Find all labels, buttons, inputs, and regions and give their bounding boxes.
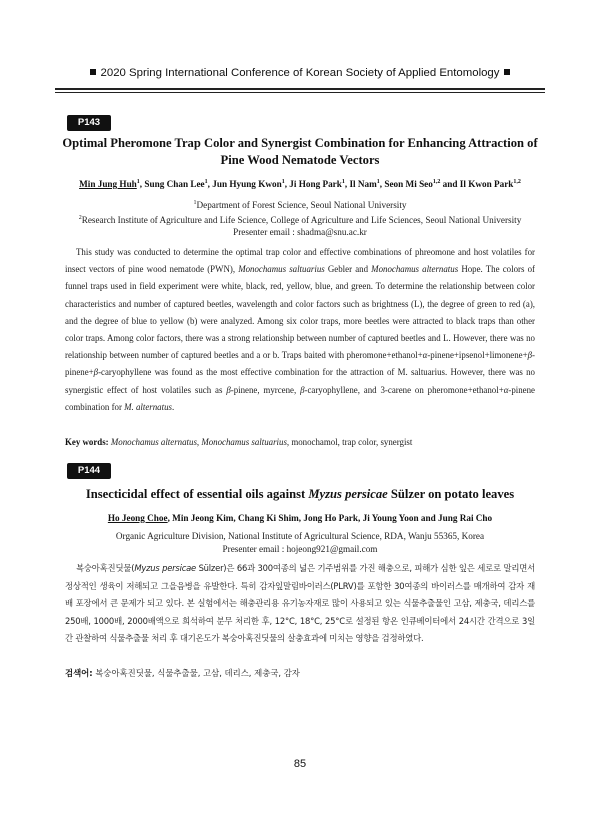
author-name: Ho Jeong Choe bbox=[107, 513, 168, 523]
author-list-p144 bbox=[55, 513, 545, 523]
conference-header-text: 2020 Spring International Conference of Korean Society of Applied Entomology bbox=[100, 67, 500, 79]
author-name: Il Kwon Park bbox=[459, 179, 514, 190]
keywords-list bbox=[93, 668, 300, 678]
abstract-text: -pinene+ipsenol+limonene+ bbox=[427, 350, 528, 361]
affiliation-text: Department of Forest Science, Seoul National University bbox=[196, 200, 407, 211]
author-name: Il Nam bbox=[349, 179, 377, 190]
author-name: Ji Hong Park bbox=[289, 179, 342, 190]
abstract-text: M. alternatus bbox=[124, 401, 172, 412]
abstract-text: -pinene, myrcene, bbox=[230, 384, 301, 395]
abstract-text: α bbox=[422, 350, 428, 361]
author-name: Ji Young Yoon bbox=[362, 513, 419, 523]
author-name: Jun Hyung Kwon bbox=[212, 179, 282, 190]
author-affiliation-mark: 1 bbox=[204, 179, 208, 185]
abstract-text: Hope. The colors of funnel traps used in field experiment were white, black, red, yellow, blue, and green. To determine the relationship between color characteristics and number of captured beetles, wavelength and color factors such as brightness (L), the degree of green to red (a), and the degree of blue to yellow (b) were analyzed. Among six color traps, more beetles were attracted to black traps than other color traps. Among color factors, there was a strong relationship between number of captured beetles and L. However, there was no relationship between number of captured beetles and a or b. Traps baited with pheromone+ethanol+ bbox=[65, 264, 535, 361]
abstract-text: Monochamus alternatus bbox=[371, 264, 459, 275]
abstract-body-p144 bbox=[65, 560, 535, 648]
abstract-text: β bbox=[527, 350, 533, 361]
abstract-tag-p144: P144 bbox=[67, 463, 111, 479]
square-bullet-icon bbox=[504, 69, 510, 75]
abstract-text: β bbox=[93, 367, 99, 378]
affiliation-text: Research Institute of Agriculture and Life Science, College of Agriculture and Life Sciences, Seoul National University bbox=[81, 214, 522, 225]
keyword-text: Monochamus saltuarius, bbox=[201, 437, 290, 447]
square-bullet-icon bbox=[90, 69, 96, 75]
author-separator: , bbox=[207, 179, 213, 190]
keyword-text: Monochamus alternatus bbox=[110, 437, 197, 447]
author-separator: , bbox=[358, 513, 363, 523]
keyword-text: , bbox=[196, 437, 202, 447]
author-name: Chang Ki Shim bbox=[238, 513, 299, 523]
abstract-body-p143 bbox=[65, 244, 535, 416]
affiliations-p143 bbox=[55, 197, 545, 239]
author-separator: , bbox=[379, 179, 385, 190]
abstract-text: Monochamus saltuarius bbox=[238, 264, 325, 275]
author-separator: , bbox=[298, 513, 304, 523]
affiliation-mark: 2 bbox=[78, 214, 82, 221]
keywords-p144 bbox=[65, 667, 535, 679]
page-number: 85 bbox=[293, 758, 307, 770]
author-name: Sung Chan Lee bbox=[144, 179, 205, 190]
affiliation-line: Organic Agriculture Division, National Institute of Agricultural Science, RDA, Wanju 55365, Korea bbox=[115, 531, 485, 541]
author-affiliation-mark: 1 bbox=[341, 179, 345, 185]
keyword-text: monochamol, trap color, synergist bbox=[289, 437, 413, 447]
keyword-text: 복숭아혹진딧물, 식물추출물, 고삼, 데리스, 제충국, 감자 bbox=[92, 668, 300, 678]
title-text: Insecticidal effect of essential oils against bbox=[85, 487, 309, 501]
abstract-text: Sülzer)은 66과 300여종의 넓은 기주범위를 가진 해충으로, 피해가 심한 잎은 세로로 말리면서 정상적인 생육이 저해되고 그을음병을 유발한다. 특히 감자잎말림바이러스(PLRV)를 포함한 30여종의 바이러스를 매개하여 감자 재배 포장에서 큰 문제가 되고 있다. 본 실험에서는 해충관리용 유기농자재로 많이 사용되고 있는 식물추출물인 고삼, 제충국, 데리스를 250배, 1000배, 2000배액으로 희석하여 분무 처리한 후, 12°C, 18°C, 25°C로 설정된 항온 인큐베이터에서 24시간 간격으로 3일간 관찰하여 식물추출물 처리 후 대기온도가 복숭아혹진딧물의 살충효과에 미치는 영향을 검정하였다. bbox=[65, 563, 536, 644]
affiliations-p144 bbox=[55, 530, 545, 555]
affiliation-lines bbox=[55, 197, 545, 226]
abstract-text: Myzus persicae bbox=[134, 563, 197, 573]
author-separator: , bbox=[344, 179, 350, 190]
author-affiliation-mark: 1 bbox=[376, 179, 380, 185]
header-rule-thin bbox=[55, 92, 545, 93]
abstract-text: 복숭아혹진딧물( bbox=[76, 563, 135, 573]
abstract-text: α bbox=[503, 384, 509, 395]
author-separator: , bbox=[139, 179, 145, 190]
author-affiliation-mark: 1,2 bbox=[513, 179, 521, 185]
author-affiliation-mark: 1 bbox=[136, 179, 140, 185]
author-separator: , bbox=[284, 179, 290, 190]
abstract-title-p143: Optimal Pheromone Trap Color and Synergist Combination for Enhancing Attraction of Pine Wood Nematode Vectors bbox=[62, 136, 538, 167]
author-name: Seon Mi Seo bbox=[384, 179, 433, 190]
presenter-email: Presenter email : shadma@snu.ac.kr bbox=[233, 227, 367, 238]
author-affiliation-mark: 1,2 bbox=[432, 179, 441, 185]
abstract-text: -pinene combination for bbox=[65, 384, 535, 412]
author-name: Min Jung Huh bbox=[79, 179, 137, 190]
affiliation-mark: 1 bbox=[193, 200, 197, 206]
abstract-text: -caryophyllene, and 3-carene on pheromone+ethanol+ bbox=[304, 384, 504, 395]
abstract-text: This study was conducted to determine the optimal trap color and effective combinations of phreomone and host volatiles for insect vectors of pine wood nematode (PWN), bbox=[65, 247, 535, 275]
author-list-p143 bbox=[55, 179, 545, 189]
abstract-text: . bbox=[171, 401, 175, 412]
author-separator: , bbox=[233, 513, 239, 523]
title-text: Sülzer on potato leaves bbox=[387, 487, 515, 501]
author-separator: , bbox=[167, 513, 173, 523]
presenter-email: Presenter email : hojeong921@gmail.com bbox=[222, 543, 378, 554]
author-name: Jung Rai Cho bbox=[438, 513, 493, 523]
keywords-label: 검색어: bbox=[65, 668, 93, 678]
header-rule-thick bbox=[55, 88, 545, 90]
affiliation-line bbox=[55, 212, 545, 227]
author-separator: and bbox=[440, 179, 460, 190]
author-name: Jong Ho Park bbox=[303, 513, 358, 523]
author-name: Min Jeong Kim bbox=[172, 513, 234, 523]
keywords-label: Key words: bbox=[65, 437, 109, 447]
author-separator: and bbox=[418, 513, 439, 523]
conference-header bbox=[55, 67, 545, 79]
keywords-list bbox=[111, 437, 412, 447]
keywords-p143 bbox=[65, 437, 535, 447]
abstract-tag-p143: P143 bbox=[67, 115, 111, 131]
title-text: Myzus persicae bbox=[308, 487, 388, 501]
abstract-text: -caryophyllene was found as the most effective combination for the attraction of M. saltuarius. However, there was no synergistic effect of host volatiles such as bbox=[65, 367, 535, 395]
abstract-text: -pinene+ bbox=[65, 350, 535, 378]
abstract-title-p144 bbox=[60, 486, 540, 503]
abstract-text: Gebler and bbox=[324, 264, 372, 275]
abstract-text: β bbox=[226, 384, 231, 395]
author-affiliation-mark: 1 bbox=[281, 179, 285, 185]
affiliation-line bbox=[55, 197, 545, 212]
abstract-text: β bbox=[300, 384, 305, 395]
